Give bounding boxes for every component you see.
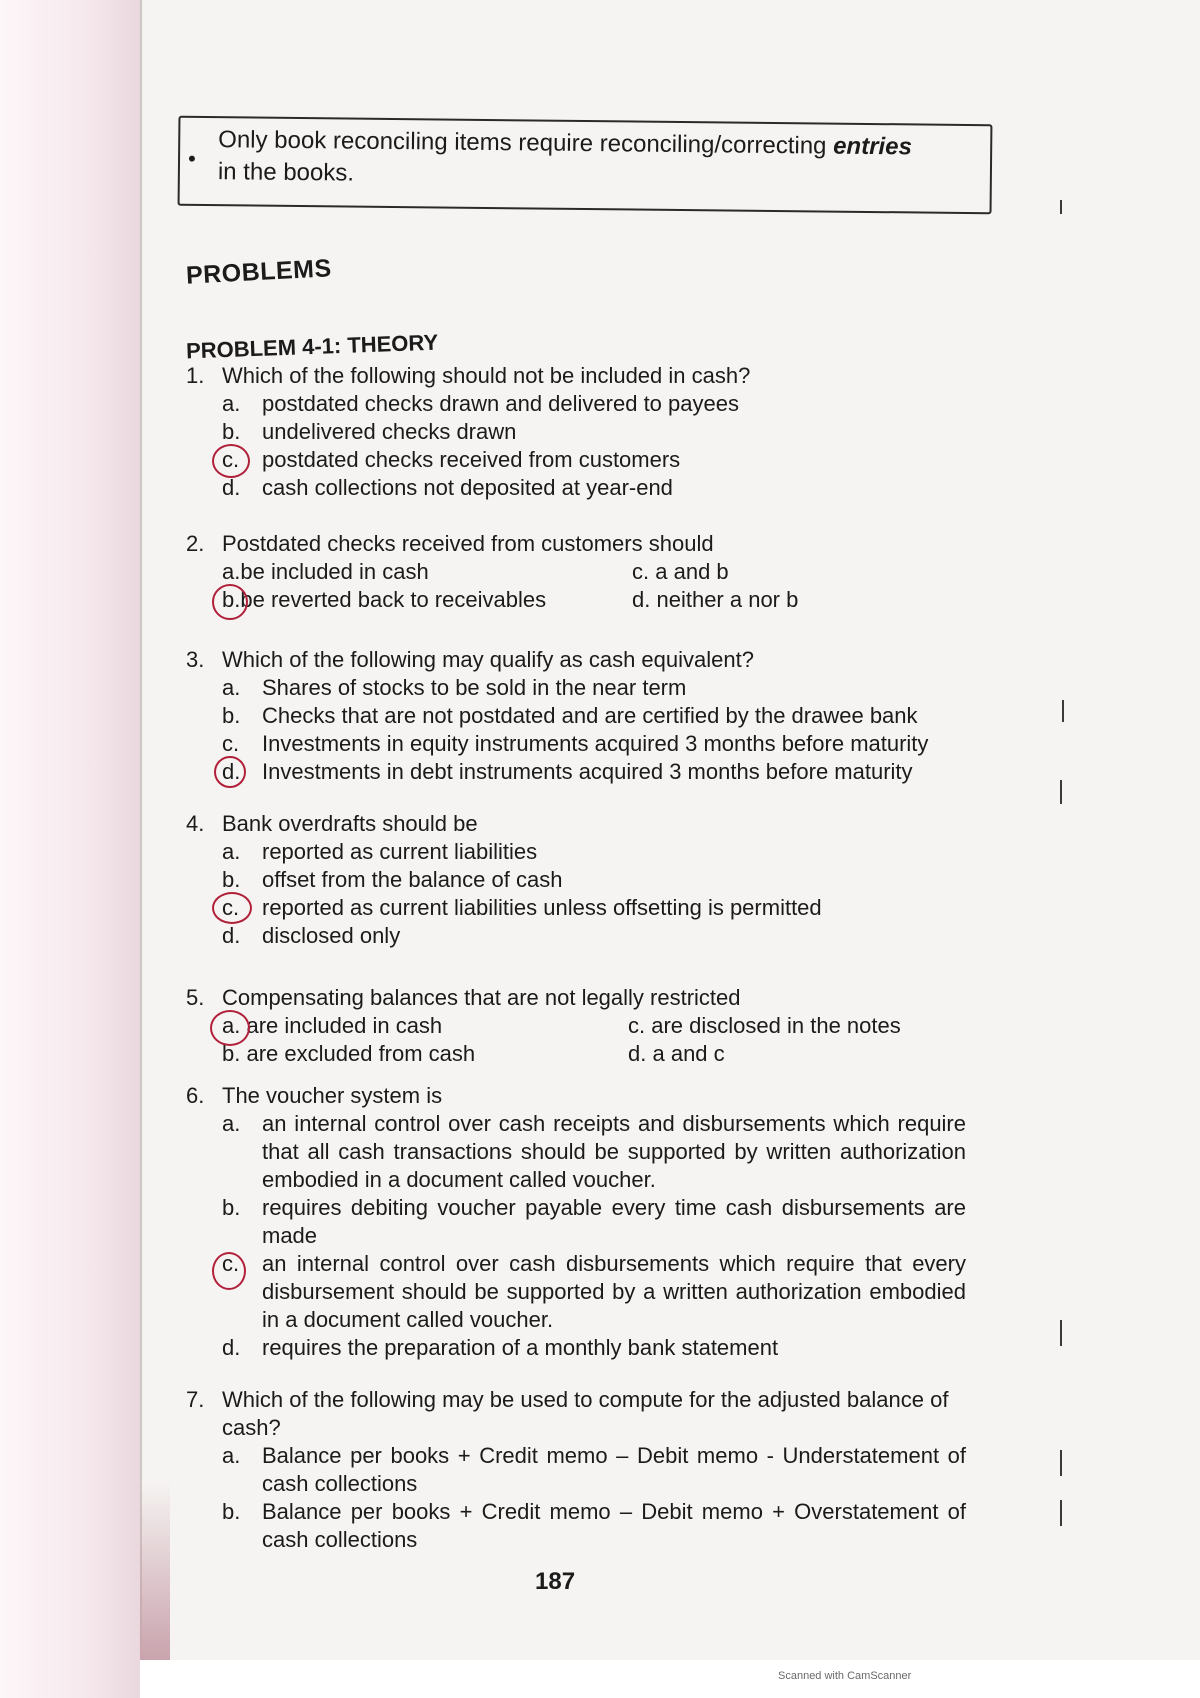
option-c: c. Investments in equity instruments acquired 3 months before maturity (222, 731, 929, 756)
option-a: a. Shares of stocks to be sold in the near term (222, 675, 687, 700)
margin-mark (1060, 1450, 1062, 1476)
question-number: 1. (186, 363, 205, 388)
scan-background (0, 0, 140, 1698)
option-a: a. an internal control over cash receipts and disbursements which require that all cash transactions should be supported by written authorization embodied in a document called voucher. (222, 1111, 966, 1192)
option-row (222, 1040, 966, 1068)
question-stem: Compensating balances that are not legally restricted (222, 985, 741, 1010)
question-5 (186, 984, 966, 1068)
question-stem: Which of the following may qualify as cash equivalent? (222, 647, 754, 672)
option-b: b. are excluded from cash (222, 1041, 476, 1066)
option-d: d. disclosed only (222, 923, 401, 948)
option-b: b. requires debiting voucher payable every time cash disbursements are made (222, 1195, 966, 1248)
option-c: c. a and b (632, 559, 729, 584)
option-d: d. neither a nor b (632, 587, 799, 612)
question-number: 2. (186, 531, 205, 556)
question-2 (186, 530, 966, 614)
question-4 (186, 810, 966, 950)
question-number: 6. (186, 1083, 205, 1108)
question-7 (186, 1386, 966, 1554)
margin-mark (1062, 700, 1064, 722)
option-a: a. postdated checks drawn and delivered to payees (222, 391, 739, 416)
problem-title: PROBLEM 4-1: THEORY (185, 329, 439, 364)
margin-mark (1060, 200, 1062, 214)
bullet-icon: • (187, 145, 196, 171)
section-title: PROBLEMS (185, 254, 333, 290)
option-b: b.be reverted back to receivables (222, 587, 547, 612)
question-number: 3. (186, 647, 205, 672)
scanner-watermark: Scanned with CamScanner (778, 1670, 912, 1682)
question-stem: Which of the following should not be included in cash? (222, 363, 751, 388)
margin-mark (1060, 1320, 1062, 1346)
question-3 (186, 646, 966, 786)
question-number: 4. (186, 811, 205, 836)
note-callout (178, 116, 993, 215)
option-d: d. requires the preparation of a monthly bank statement (222, 1335, 779, 1360)
margin-mark (1060, 1500, 1062, 1526)
option-row (222, 558, 966, 586)
question-stem: Bank overdrafts should be (222, 811, 478, 836)
option-a: a. reported as current liabilities (222, 839, 538, 864)
option-b: b. Checks that are not postdated and are certified by the drawee bank (222, 703, 918, 728)
option-d: d. cash collections not deposited at year-end (222, 475, 673, 500)
option-b: b. Balance per books + Credit memo – Debit memo + Overstatement of cash collections (222, 1499, 966, 1552)
note-text: Only book reconciling items require reconciling/correcting entries in the books. (217, 126, 913, 187)
option-row (222, 586, 966, 614)
page-edge-shadow (140, 1480, 170, 1660)
option-c: c. are disclosed in the notes (628, 1013, 901, 1038)
question-number: 5. (186, 985, 205, 1010)
option-c: c. postdated checks received from customers (222, 447, 681, 472)
question-stem: Postdated checks received from customers should (222, 531, 714, 556)
option-b: b. undelivered checks drawn (222, 419, 517, 444)
margin-mark (1060, 780, 1062, 804)
option-d: d. a and c (628, 1041, 725, 1066)
option-d: d. Investments in debt instruments acquired 3 months before maturity (222, 759, 913, 784)
option-c: c. an internal control over cash disbursements which require that every disbursement should be supported by a written authorization embodied in a document called voucher. (222, 1251, 966, 1332)
scan-bottom-margin (140, 1660, 1200, 1698)
question-stem: The voucher system is (222, 1083, 443, 1108)
option-a: a.be included in cash (222, 559, 429, 584)
option-a: a. Balance per books + Credit memo – Debit memo - Understatement of cash collections (222, 1443, 966, 1496)
option-c: c. reported as current liabilities unless offsetting is permitted (222, 895, 822, 920)
option-a: a. are included in cash (222, 1013, 443, 1038)
option-b: b. offset from the balance of cash (222, 867, 563, 892)
page-number: 187 (535, 1568, 576, 1595)
question-stem: Which of the following may be used to compute for the adjusted balance of cash? (222, 1387, 949, 1440)
question-1 (186, 362, 966, 502)
question-number: 7. (186, 1387, 205, 1412)
option-row (222, 1012, 966, 1040)
question-6 (186, 1082, 966, 1362)
